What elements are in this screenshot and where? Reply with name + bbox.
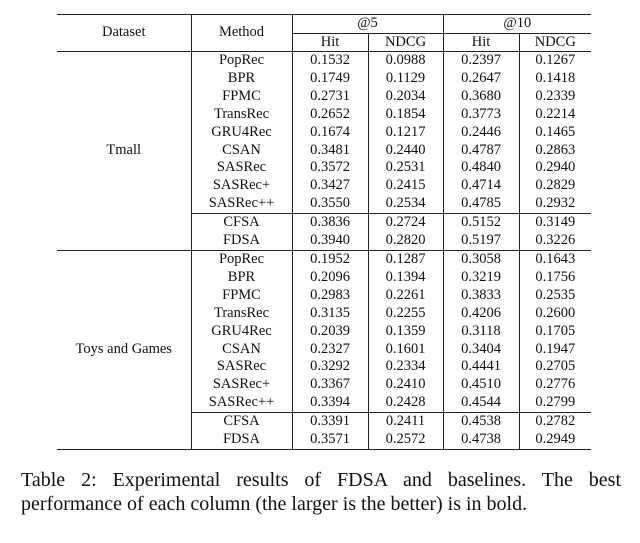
ndcg-at10-cell: 0.3149 (519, 214, 591, 232)
method-cell: FPMC (191, 287, 292, 305)
method-cell: SASRec++ (191, 195, 292, 213)
hit-at5-cell: 0.3292 (292, 358, 368, 376)
ndcg-at10-cell: 0.2932 (535, 195, 576, 212)
method-cell: FDSA (191, 431, 292, 449)
ndcg-at5-cell: 0.2724 (368, 214, 443, 232)
ndcg-at10-cell: 0.1465 (535, 123, 576, 140)
method-cell: SASRec+ (191, 376, 292, 394)
method-cell: CFSA (191, 214, 292, 232)
hit-at10-cell: 0.5152 (443, 214, 519, 232)
header-hit-at10: Hit (443, 33, 519, 52)
hit-at10-cell: 0.2446 (443, 124, 519, 142)
results-table (57, 14, 591, 450)
ndcg-at10-cell: 0.2705 (535, 358, 576, 375)
hit-at5-cell: 0.3836 (292, 214, 368, 232)
header-at5: @5 (292, 15, 443, 34)
ndcg-at5-cell: 0.2428 (368, 394, 443, 412)
ndcg-at5-cell: 0.1287 (368, 250, 443, 268)
ndcg-at5-cell: 0.1601 (368, 341, 443, 359)
ndcg-at5-cell: 0.0988 (368, 52, 443, 70)
hit-at5-cell: 0.3391 (292, 413, 368, 431)
method-cell: SASRec++ (191, 394, 292, 412)
hit-at5-cell: 0.3571 (292, 431, 368, 449)
hit-at5-cell: 0.3572 (292, 159, 368, 177)
hit-at10-cell: 0.3219 (443, 269, 519, 287)
hit-at5-cell: 0.2983 (292, 287, 368, 305)
ndcg-at10-cell: 0.2940 (535, 159, 576, 176)
ndcg-at10-cell: 0.2829 (535, 177, 576, 194)
hit-at10-cell: 0.4840 (443, 159, 519, 177)
hit-at5-cell: 0.3427 (292, 177, 368, 195)
hit-at5-cell: 0.3940 (292, 232, 368, 250)
hit-at10-cell: 0.4714 (443, 177, 519, 195)
ndcg-at10-cell: 0.2799 (535, 394, 576, 411)
hit-at10-cell: 0.5197 (443, 232, 519, 250)
method-cell: BPR (191, 70, 292, 88)
ndcg-at5-cell: 0.1129 (368, 70, 443, 88)
hit-at5-cell: 0.1532 (292, 52, 368, 70)
dataset-cell: Toys and Games (57, 250, 191, 449)
hit-at5-cell: 0.2652 (292, 106, 368, 124)
ndcg-at5-cell: 0.1217 (368, 124, 443, 142)
ndcg-at10-cell: 0.3226 (535, 232, 576, 249)
hit-at5-cell: 0.2731 (292, 88, 368, 106)
method-cell: CFSA (191, 413, 292, 431)
method-cell: BPR (191, 269, 292, 287)
ndcg-at5-cell: 0.1359 (368, 323, 443, 341)
hit-at10-cell: 0.4510 (443, 376, 519, 394)
hit-at5-cell: 0.2327 (292, 341, 368, 359)
ndcg-at10-cell: 0.2214 (535, 105, 576, 122)
ndcg-at5-cell: 0.2410 (368, 376, 443, 394)
hit-at10-cell: 0.4206 (443, 305, 519, 323)
hit-at5-cell: 0.3135 (292, 305, 368, 323)
method-cell: GRU4Rec (191, 124, 292, 142)
ndcg-at5-cell: 0.1394 (368, 269, 443, 287)
ndcg-at10-cell: 0.1418 (535, 69, 576, 86)
results-table-container (57, 14, 591, 450)
hit-at10-cell: 0.4441 (443, 358, 519, 376)
hit-at5-cell: 0.1749 (292, 70, 368, 88)
ndcg-at5-cell: 0.2255 (368, 305, 443, 323)
method-cell: PopRec (191, 250, 292, 268)
ndcg-at10-cell: 0.2535 (535, 286, 576, 303)
hit-at5-cell: 0.3367 (292, 376, 368, 394)
ndcg-at5-cell: 0.2261 (368, 287, 443, 305)
dataset-cell: Tmall (57, 52, 191, 251)
hit-at5-cell: 0.2096 (292, 269, 368, 287)
hit-at5-cell: 0.2039 (292, 323, 368, 341)
ndcg-at5-cell: 0.2034 (368, 88, 443, 106)
method-cell: CSAN (191, 142, 292, 160)
ndcg-at5-cell: 0.2411 (368, 413, 443, 431)
hit-at10-cell: 0.4738 (443, 431, 519, 449)
ndcg-at10-cell: 0.1267 (519, 52, 591, 70)
ndcg-at10-cell: 0.2949 (519, 431, 591, 449)
method-cell: FDSA (191, 232, 292, 250)
header-method: Method (191, 15, 292, 52)
header-dataset: Dataset (57, 15, 191, 52)
hit-at5-cell: 0.1674 (292, 124, 368, 142)
method-cell: SASRec (191, 358, 292, 376)
method-cell: TransRec (191, 106, 292, 124)
table-row (57, 250, 591, 268)
ndcg-at5-cell: 0.2440 (368, 142, 443, 160)
hit-at5-cell: 0.1952 (292, 250, 368, 268)
ndcg-at5-cell: 0.1854 (368, 106, 443, 124)
ndcg-at10-cell: 0.1947 (535, 340, 576, 357)
ndcg-at10-cell: 0.2782 (519, 413, 591, 431)
hit-at10-cell: 0.4787 (443, 142, 519, 160)
hit-at10-cell: 0.4544 (443, 394, 519, 412)
method-cell: TransRec (191, 305, 292, 323)
ndcg-at10-cell: 0.1705 (535, 322, 576, 339)
ndcg-at10-cell: 0.2600 (535, 304, 576, 321)
hit-at10-cell: 0.2647 (443, 70, 519, 88)
header-ndcg-at10: NDCG (519, 33, 591, 52)
hit-at5-cell: 0.3394 (292, 394, 368, 412)
results-table-body (57, 52, 591, 450)
method-cell: CSAN (191, 341, 292, 359)
ndcg-at5-cell: 0.2572 (368, 431, 443, 449)
header-at10: @10 (443, 15, 591, 34)
table-row (57, 52, 591, 70)
hit-at10-cell: 0.3833 (443, 287, 519, 305)
hit-at10-cell: 0.3680 (443, 88, 519, 106)
ndcg-at10-cell: 0.2776 (535, 376, 576, 393)
ndcg-at5-cell: 0.2531 (368, 159, 443, 177)
method-cell: SASRec+ (191, 177, 292, 195)
header-hit-at5: Hit (292, 33, 368, 52)
ndcg-at10-cell: 0.1643 (519, 250, 591, 268)
hit-at10-cell: 0.2397 (443, 52, 519, 70)
hit-at5-cell: 0.3481 (292, 142, 368, 160)
hit-at10-cell: 0.3058 (443, 250, 519, 268)
method-cell: FPMC (191, 88, 292, 106)
ndcg-at5-cell: 0.2534 (368, 195, 443, 213)
ndcg-at5-cell: 0.2334 (368, 358, 443, 376)
hit-at10-cell: 0.4785 (443, 195, 519, 213)
method-cell: GRU4Rec (191, 323, 292, 341)
ndcg-at10-cell: 0.2863 (535, 141, 576, 158)
method-cell: PopRec (191, 52, 292, 70)
header-ndcg-at5: NDCG (368, 33, 443, 52)
hit-at10-cell: 0.3773 (443, 106, 519, 124)
hit-at5-cell: 0.3550 (292, 195, 368, 213)
hit-at10-cell: 0.3404 (443, 341, 519, 359)
ndcg-at5-cell: 0.2415 (368, 177, 443, 195)
hit-at10-cell: 0.4538 (443, 413, 519, 431)
ndcg-at10-cell: 0.2339 (535, 87, 576, 104)
ndcg-at5-cell: 0.2820 (368, 232, 443, 250)
method-cell: SASRec (191, 159, 292, 177)
ndcg-at10-cell: 0.1756 (535, 268, 576, 285)
table-caption: Table 2: Experimental results of FDSA and baselines. The best performance of each column (the larger is the better) is in bold. (21, 469, 621, 515)
hit-at10-cell: 0.3118 (443, 323, 519, 341)
